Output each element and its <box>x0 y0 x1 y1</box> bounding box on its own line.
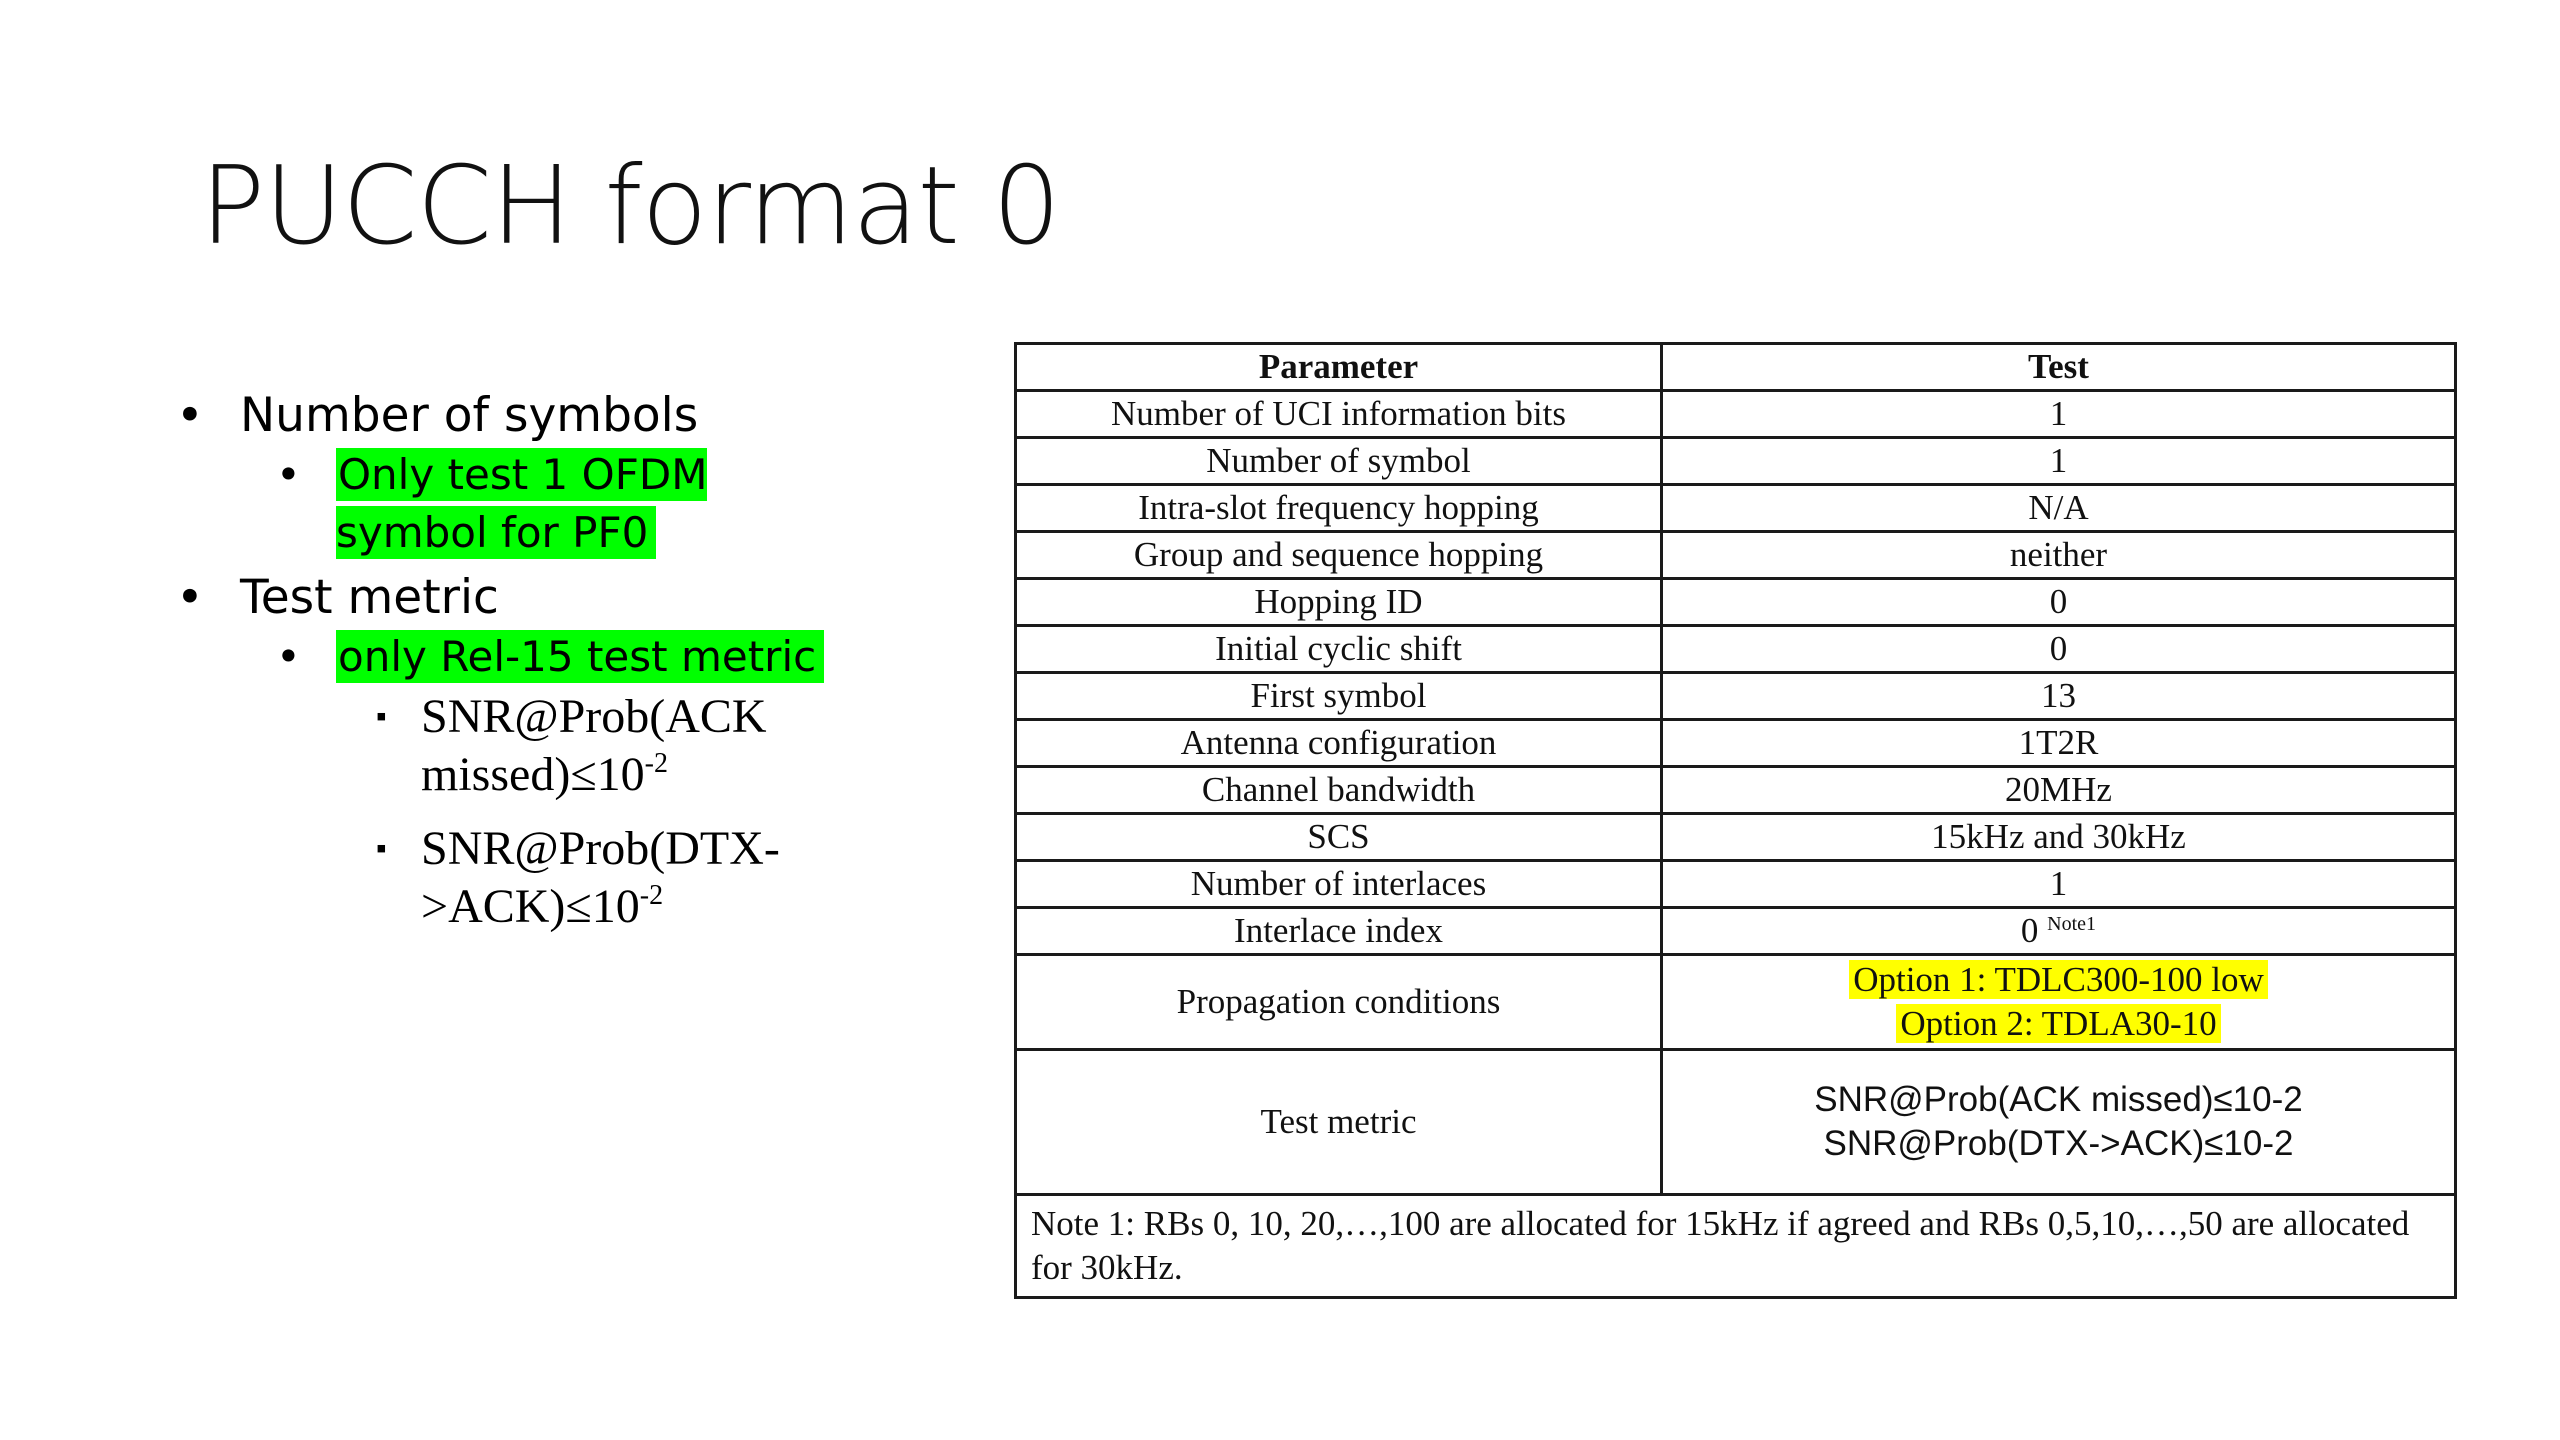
bullet-number-of-symbols <box>176 386 976 446</box>
table-row <box>1016 532 2456 579</box>
table-header-row <box>1016 344 2456 391</box>
param-cell: Number of UCI information bits <box>1016 391 1662 438</box>
bullet-dot: • <box>276 450 301 499</box>
value-cell: 1 <box>1662 391 2456 438</box>
option-1-highlight: Option 1: TDLC300-100 low <box>1849 960 2268 999</box>
table-row <box>1016 861 2456 908</box>
bullet-label: Test metric <box>240 570 499 625</box>
param-cell: First symbol <box>1016 673 1662 720</box>
table-row <box>1016 908 2456 955</box>
metric-ack-missed <box>176 688 767 804</box>
value-cell: N/A <box>1662 485 2456 532</box>
table-row <box>1016 814 2456 861</box>
value-cell: 0 <box>1662 626 2456 673</box>
metric-exponent: -2 <box>644 748 668 779</box>
highlighted-text: Only test 1 OFDM symbol for PF0 <box>336 450 708 557</box>
param-cell: Intra-slot frequency hopping <box>1016 485 1662 532</box>
value-cell: 0 <box>1662 579 2456 626</box>
header-parameter: Parameter <box>1016 344 1662 391</box>
table-row <box>1016 579 2456 626</box>
slide-title: PUCCH format 0 <box>200 144 1060 269</box>
table-row <box>1016 626 2456 673</box>
note-reference: Note1 <box>2047 913 2097 935</box>
square-bullet: ▪ <box>376 700 387 733</box>
table-row <box>1016 485 2456 532</box>
note-cell: Note 1: RBs 0, 10, 20,…,100 are allocated for 15kHz if agreed and RBs 0,5,10,…,50 are allocated for 30kHz. <box>1016 1195 2456 1298</box>
table-row <box>1016 720 2456 767</box>
table-row <box>1016 673 2456 720</box>
value-cell: neither <box>1662 532 2456 579</box>
table-row-test-metric <box>1016 1050 2456 1195</box>
value-cell: 1 <box>1662 438 2456 485</box>
table-row-propagation <box>1016 955 2456 1050</box>
value-cell: 15kHz and 30kHz <box>1662 814 2456 861</box>
sub-bullet-rel15 <box>176 628 976 686</box>
sub-bullet-ofdm <box>176 446 836 562</box>
value-cell <box>1662 908 2456 955</box>
bullet-label: Number of symbols <box>240 388 699 443</box>
metric-line-1: SNR@Prob(ACK missed)≤10-2 <box>1814 1080 2303 1119</box>
param-cell: Channel bandwidth <box>1016 767 1662 814</box>
table-note-row <box>1016 1195 2456 1298</box>
param-cell: Test metric <box>1016 1050 1662 1195</box>
table-row <box>1016 391 2456 438</box>
bullet-list <box>176 386 976 952</box>
bullet-test-metric <box>176 568 976 628</box>
param-cell: Antenna configuration <box>1016 720 1662 767</box>
value-cell: 20MHz <box>1662 767 2456 814</box>
param-cell: Propagation conditions <box>1016 955 1662 1050</box>
metric-text: SNR@Prob(ACK missed)≤10 <box>421 690 767 801</box>
param-cell: Initial cyclic shift <box>1016 626 1662 673</box>
metric-line-2: SNR@Prob(DTX->ACK)≤10-2 <box>1823 1124 2294 1163</box>
header-test: Test <box>1662 344 2456 391</box>
interlace-value: 0 <box>2020 911 2039 950</box>
metric-dtx-ack <box>176 820 780 936</box>
param-cell: SCS <box>1016 814 1662 861</box>
value-cell: 13 <box>1662 673 2456 720</box>
bullet-dot: • <box>276 632 301 681</box>
value-cell: 1 <box>1662 861 2456 908</box>
parameter-table <box>1014 342 2457 1299</box>
bullet-dot: • <box>176 570 204 625</box>
param-cell: Hopping ID <box>1016 579 1662 626</box>
value-cell <box>1662 955 2456 1050</box>
square-bullet: ▪ <box>376 832 387 865</box>
metric-text: SNR@Prob(DTX->ACK)≤10 <box>421 822 780 933</box>
param-cell: Interlace index <box>1016 908 1662 955</box>
bullet-dot: • <box>176 388 204 443</box>
param-cell: Group and sequence hopping <box>1016 532 1662 579</box>
param-cell: Number of symbol <box>1016 438 1662 485</box>
metric-exponent: -2 <box>639 880 664 911</box>
value-cell <box>1662 1050 2456 1195</box>
value-cell: 1T2R <box>1662 720 2456 767</box>
param-cell: Number of interlaces <box>1016 861 1662 908</box>
table-row <box>1016 767 2456 814</box>
table-row <box>1016 438 2456 485</box>
option-2-highlight: Option 2: TDLA30-10 <box>1896 1004 2220 1043</box>
highlighted-text: only Rel-15 test metric <box>336 630 824 683</box>
